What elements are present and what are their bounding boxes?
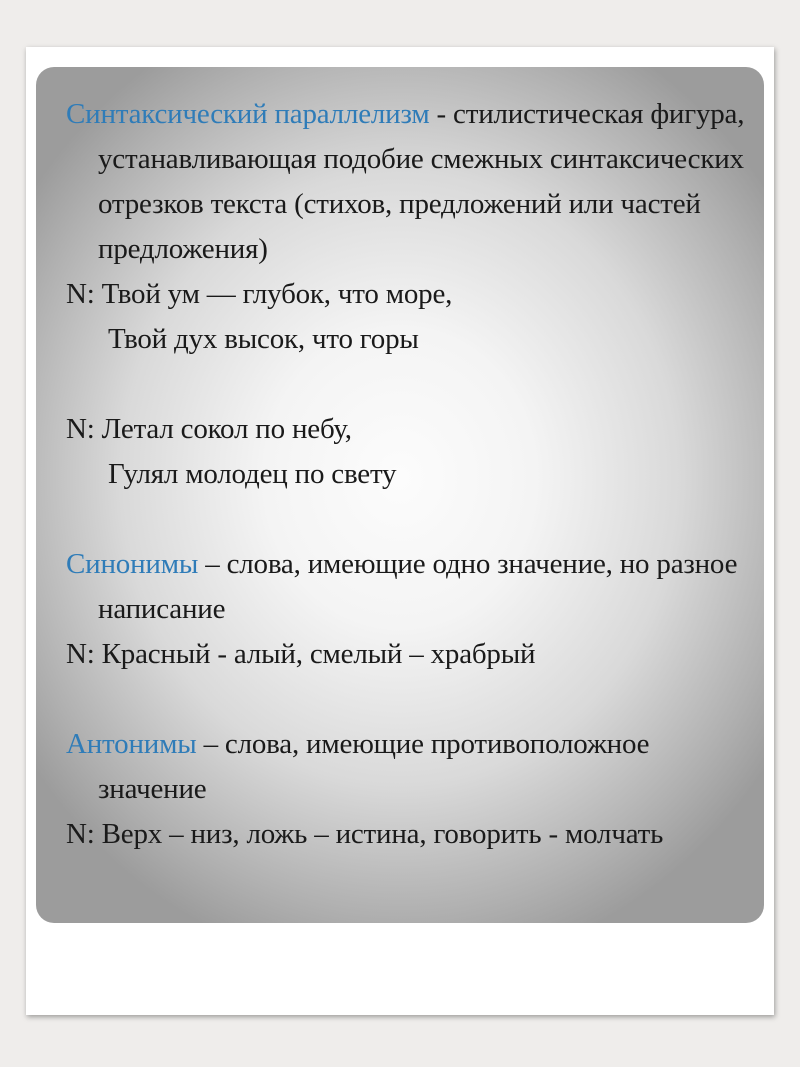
parallelism-definition-text: - стилистическая фигура, устанавливающая подобие смежных синтаксических отрезков текста (стихов, предложений или частей предложения) [98,98,745,265]
example-2-line-1: N: Летал сокол по небу, [66,413,352,445]
synonyms-definition [66,542,756,632]
antonyms-example: N: Верх – низ, ложь – истина, говорить - молчать [66,818,664,850]
example-1-line-2: Твой дух высок, что горы [108,323,419,355]
example-1-line-1: N: Твой ум — глубок, что море, [66,278,453,310]
antonyms-definition [66,722,756,812]
synonyms-definition-text: – слова, имеющие одно значение, но разное написание [98,548,738,625]
content-panel [36,67,764,923]
spacer [66,497,756,542]
parallelism-definition [66,92,756,272]
spacer [66,677,756,722]
slide [26,47,774,1015]
synonyms-term: Синонимы [66,548,199,580]
antonyms-term: Антонимы [66,728,197,760]
example-2-line-2: Гулял молодец по свету [108,458,397,490]
slide-text [66,92,756,857]
parallelism-term: Синтаксический параллелизм [66,98,430,130]
spacer [66,362,756,407]
synonyms-example: N: Красный - алый, смелый – храбрый [66,638,536,670]
antonyms-definition-text: – слова, имеющие противоположное значение [98,728,650,805]
